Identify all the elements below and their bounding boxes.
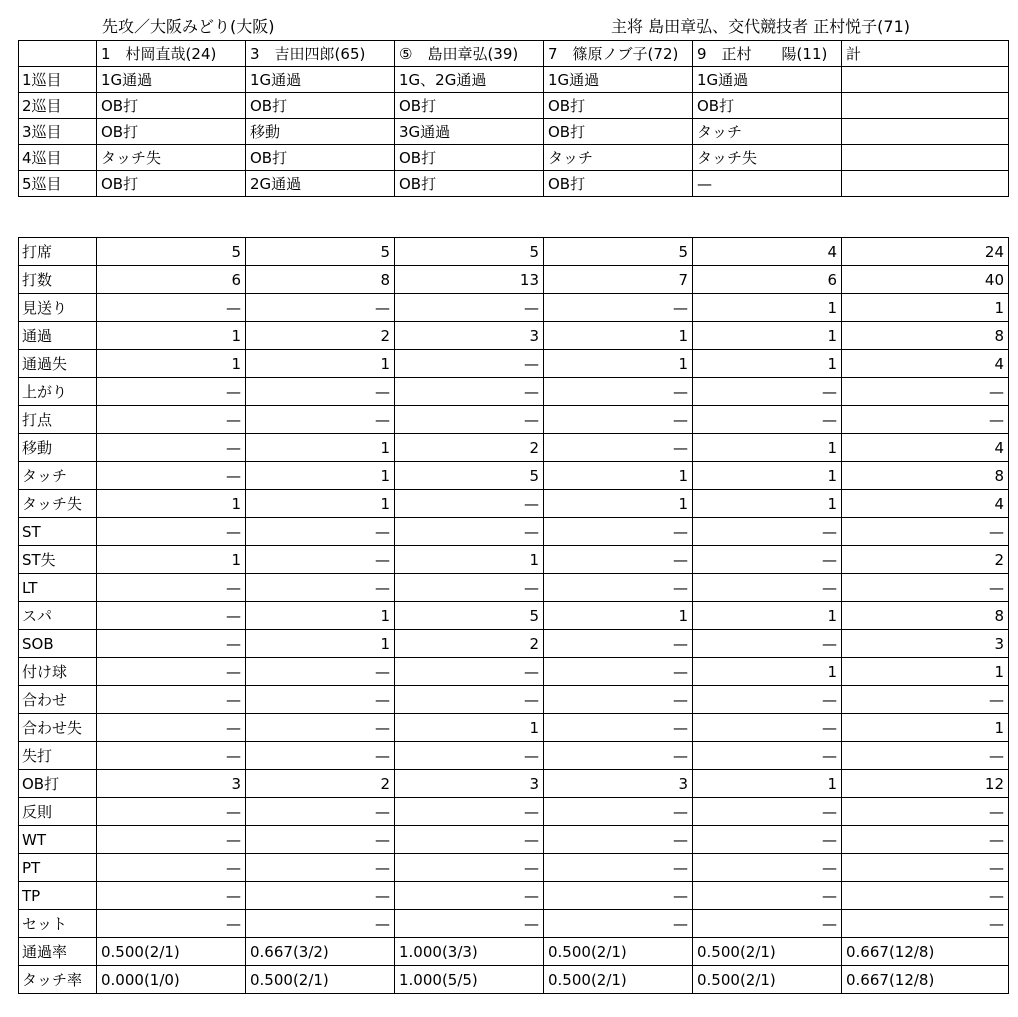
stat-value-cell: 1 (693, 770, 842, 798)
stat-value-cell: 1 (693, 658, 842, 686)
stat-row (19, 350, 1009, 378)
stat-value-cell: — (395, 294, 544, 322)
stat-label: スパ (19, 602, 97, 630)
player-name-header: 9 正村 陽(11) (693, 41, 842, 67)
stat-value-cell: 5 (246, 238, 395, 266)
stat-value-cell: — (693, 826, 842, 854)
stat-label: 付け球 (19, 658, 97, 686)
rate-row (19, 938, 1009, 966)
stat-total-cell: — (842, 574, 1009, 602)
round-result-cell: OB打 (246, 145, 395, 171)
stat-value-cell: 5 (544, 238, 693, 266)
stat-value-cell: — (97, 854, 246, 882)
round-result-cell: OB打 (395, 145, 544, 171)
stat-value-cell: — (544, 406, 693, 434)
stat-label: 移動 (19, 434, 97, 462)
stat-total-cell: 1 (842, 714, 1009, 742)
stat-total-cell: — (842, 826, 1009, 854)
stat-value-cell: — (395, 798, 544, 826)
round-total-cell (842, 119, 1009, 145)
stat-value-cell: — (395, 574, 544, 602)
stat-total-cell: — (842, 686, 1009, 714)
stat-row (19, 826, 1009, 854)
round-result-cell: OB打 (395, 93, 544, 119)
rate-total-cell: 0.667(12/8) (842, 966, 1009, 994)
stat-value-cell: 1 (544, 350, 693, 378)
captain-info: 主将 島田章弘、交代競技者 正村悦子(71) (611, 17, 911, 36)
round-label: 2巡目 (19, 93, 97, 119)
stat-value-cell: — (693, 854, 842, 882)
stat-value-cell: — (246, 518, 395, 546)
stat-value-cell: — (693, 798, 842, 826)
stat-value-cell: — (97, 630, 246, 658)
stat-value-cell: 1 (246, 462, 395, 490)
stat-row (19, 518, 1009, 546)
round-result-cell: タッチ (693, 119, 842, 145)
stat-value-cell: — (246, 686, 395, 714)
rate-value-cell: 0.500(2/1) (97, 938, 246, 966)
total-header: 計 (842, 41, 1009, 67)
stat-total-cell: — (842, 742, 1009, 770)
stat-total-cell: 1 (842, 294, 1009, 322)
stat-value-cell: — (544, 910, 693, 938)
stat-total-cell: — (842, 378, 1009, 406)
stat-value-cell: — (246, 546, 395, 574)
stat-value-cell: — (246, 406, 395, 434)
stat-value-cell: — (97, 686, 246, 714)
round-result-cell: 2G通過 (246, 171, 395, 197)
stat-value-cell: — (395, 826, 544, 854)
stat-label: セット (19, 910, 97, 938)
stat-value-cell: — (544, 574, 693, 602)
round-result-cell: OB打 (693, 93, 842, 119)
rate-value-cell: 0.500(2/1) (693, 966, 842, 994)
stat-value-cell: — (544, 518, 693, 546)
stat-value-cell: — (544, 658, 693, 686)
stat-value-cell: 2 (246, 770, 395, 798)
stat-label: 見送り (19, 294, 97, 322)
stat-value-cell: 2 (246, 322, 395, 350)
stat-value-cell: — (246, 742, 395, 770)
round-result-cell: 1G通過 (544, 67, 693, 93)
stat-value-cell: 1 (97, 350, 246, 378)
stat-value-cell: — (246, 294, 395, 322)
round-result-cell: 移動 (246, 119, 395, 145)
stat-value-cell: 1 (246, 630, 395, 658)
stat-value-cell: 1 (246, 490, 395, 518)
stat-total-cell: 8 (842, 602, 1009, 630)
stat-value-cell: — (395, 910, 544, 938)
stat-value-cell: 7 (544, 266, 693, 294)
stat-value-cell: 1 (246, 350, 395, 378)
stat-row (19, 658, 1009, 686)
stat-value-cell: — (97, 294, 246, 322)
stat-value-cell: 3 (97, 770, 246, 798)
stat-label: 合わせ失 (19, 714, 97, 742)
stat-row (19, 742, 1009, 770)
stat-label: ST (19, 518, 97, 546)
stat-value-cell: 2 (395, 630, 544, 658)
stat-value-cell: 6 (693, 266, 842, 294)
rate-label: タッチ率 (19, 966, 97, 994)
stat-label: 上がり (19, 378, 97, 406)
stat-value-cell: — (246, 714, 395, 742)
stat-value-cell: — (97, 406, 246, 434)
round-total-cell (842, 145, 1009, 171)
stat-value-cell: — (97, 714, 246, 742)
stat-value-cell: — (97, 378, 246, 406)
stat-value-cell: — (97, 882, 246, 910)
stat-value-cell: 1 (693, 490, 842, 518)
stat-value-cell: 1 (693, 434, 842, 462)
stat-total-cell: 3 (842, 630, 1009, 658)
stat-value-cell: — (97, 434, 246, 462)
stat-label: 通過 (19, 322, 97, 350)
stats-table (18, 237, 1009, 994)
stat-label: SOB (19, 630, 97, 658)
stat-row (19, 574, 1009, 602)
stat-value-cell: — (395, 854, 544, 882)
stat-label: 反則 (19, 798, 97, 826)
stat-value-cell: — (544, 546, 693, 574)
stat-value-cell: 1 (395, 546, 544, 574)
rate-label: 通過率 (19, 938, 97, 966)
stat-row (19, 686, 1009, 714)
stat-row (19, 294, 1009, 322)
stat-total-cell: 4 (842, 350, 1009, 378)
stat-value-cell: 1 (693, 294, 842, 322)
stat-value-cell: 13 (395, 266, 544, 294)
round-result-cell: タッチ失 (97, 145, 246, 171)
player-name-header: 7 篠原ノブ子(72) (544, 41, 693, 67)
round-result-cell: — (693, 171, 842, 197)
stat-value-cell: — (544, 798, 693, 826)
stat-value-cell: 3 (395, 322, 544, 350)
stat-value-cell: — (395, 406, 544, 434)
round-result-cell: OB打 (544, 171, 693, 197)
stat-row (19, 378, 1009, 406)
round-result-cell: OB打 (544, 93, 693, 119)
stat-value-cell: 5 (395, 602, 544, 630)
stat-value-cell: — (544, 630, 693, 658)
stat-row (19, 238, 1009, 266)
stat-value-cell: — (246, 378, 395, 406)
stat-label: PT (19, 854, 97, 882)
stat-value-cell: 1 (693, 462, 842, 490)
stat-value-cell: — (246, 882, 395, 910)
stat-value-cell: — (693, 546, 842, 574)
stat-row (19, 882, 1009, 910)
stat-value-cell: — (246, 854, 395, 882)
round-result-cell: OB打 (246, 93, 395, 119)
stat-value-cell: — (693, 574, 842, 602)
stat-label: ST失 (19, 546, 97, 574)
stat-value-cell: — (97, 462, 246, 490)
stat-value-cell: 5 (97, 238, 246, 266)
round-result-cell: タッチ (544, 145, 693, 171)
round-row (19, 171, 1009, 197)
stat-value-cell: — (97, 602, 246, 630)
stat-label: タッチ (19, 462, 97, 490)
stat-total-cell: 8 (842, 322, 1009, 350)
stat-total-cell: — (842, 798, 1009, 826)
stat-value-cell: — (97, 574, 246, 602)
stat-label: 打席 (19, 238, 97, 266)
stat-value-cell: 5 (395, 462, 544, 490)
stat-row (19, 434, 1009, 462)
stat-value-cell: 1 (544, 602, 693, 630)
stat-label: OB打 (19, 770, 97, 798)
stat-value-cell: — (693, 378, 842, 406)
stat-value-cell: — (97, 798, 246, 826)
stat-row (19, 546, 1009, 574)
player-name-header: 1 村岡直哉(24) (97, 41, 246, 67)
stat-total-cell: 8 (842, 462, 1009, 490)
round-total-cell (842, 171, 1009, 197)
stat-value-cell: — (544, 434, 693, 462)
stat-total-cell: 24 (842, 238, 1009, 266)
stat-value-cell: 1 (544, 322, 693, 350)
stat-value-cell: 3 (544, 770, 693, 798)
stat-label: 失打 (19, 742, 97, 770)
stat-value-cell: — (544, 882, 693, 910)
stat-label: 打点 (19, 406, 97, 434)
stat-total-cell: 12 (842, 770, 1009, 798)
stat-value-cell: 1 (693, 602, 842, 630)
round-row (19, 119, 1009, 145)
rate-value-cell: 0.667(3/2) (246, 938, 395, 966)
stat-value-cell: — (246, 910, 395, 938)
round-result-cell: OB打 (97, 93, 246, 119)
stat-value-cell: 4 (693, 238, 842, 266)
stat-row (19, 854, 1009, 882)
stat-row (19, 770, 1009, 798)
stat-value-cell: — (395, 350, 544, 378)
round-total-cell (842, 93, 1009, 119)
stat-row (19, 266, 1009, 294)
rate-value-cell: 0.500(2/1) (544, 938, 693, 966)
stat-value-cell: 1 (97, 322, 246, 350)
round-result-cell: 1G通過 (246, 67, 395, 93)
stat-value-cell: — (693, 518, 842, 546)
stat-value-cell: — (693, 406, 842, 434)
stat-value-cell: — (246, 826, 395, 854)
stat-total-cell: — (842, 854, 1009, 882)
stat-value-cell: 1 (544, 490, 693, 518)
stat-value-cell: — (246, 574, 395, 602)
stat-value-cell: 1 (544, 462, 693, 490)
round-result-cell: 3G通過 (395, 119, 544, 145)
stat-value-cell: — (693, 910, 842, 938)
corner-cell (19, 41, 97, 67)
stat-value-cell: 3 (395, 770, 544, 798)
stat-value-cell: — (693, 742, 842, 770)
stat-row (19, 462, 1009, 490)
stat-value-cell: 6 (97, 266, 246, 294)
stat-value-cell: — (544, 826, 693, 854)
stat-row (19, 714, 1009, 742)
stat-value-cell: — (544, 294, 693, 322)
stat-total-cell: — (842, 518, 1009, 546)
stat-label: 打数 (19, 266, 97, 294)
stat-value-cell: — (97, 658, 246, 686)
stat-row (19, 910, 1009, 938)
team-title: 先攻／大阪みどり(大阪) (102, 17, 275, 36)
round-label: 5巡目 (19, 171, 97, 197)
stat-value-cell: — (395, 378, 544, 406)
stat-label: 通過失 (19, 350, 97, 378)
stat-label: タッチ失 (19, 490, 97, 518)
stat-total-cell: — (842, 910, 1009, 938)
stat-value-cell: — (693, 882, 842, 910)
stat-value-cell: 5 (395, 238, 544, 266)
stat-value-cell: 1 (97, 490, 246, 518)
stat-row (19, 602, 1009, 630)
round-result-cell: 1G通過 (693, 67, 842, 93)
round-result-cell: OB打 (544, 119, 693, 145)
stat-total-cell: 2 (842, 546, 1009, 574)
stat-value-cell: 1 (693, 322, 842, 350)
rate-value-cell: 0.000(1/0) (97, 966, 246, 994)
round-label: 4巡目 (19, 145, 97, 171)
stat-value-cell: 8 (246, 266, 395, 294)
stat-row (19, 322, 1009, 350)
stat-row (19, 630, 1009, 658)
rate-value-cell: 0.500(2/1) (544, 966, 693, 994)
stat-value-cell: 1 (395, 714, 544, 742)
stat-value-cell: — (97, 826, 246, 854)
stat-value-cell: 1 (246, 434, 395, 462)
stat-total-cell: 4 (842, 434, 1009, 462)
stat-value-cell: — (246, 658, 395, 686)
rate-value-cell: 1.000(3/3) (395, 938, 544, 966)
round-result-cell: OB打 (97, 119, 246, 145)
round-result-cell: 1G通過 (97, 67, 246, 93)
stat-value-cell: — (395, 686, 544, 714)
player-header-row (19, 41, 1009, 67)
rate-value-cell: 0.500(2/1) (693, 938, 842, 966)
stat-total-cell: — (842, 406, 1009, 434)
page-header (0, 12, 1018, 38)
stat-value-cell: — (395, 882, 544, 910)
stat-value-cell: — (693, 686, 842, 714)
stat-value-cell: — (97, 910, 246, 938)
stat-row (19, 490, 1009, 518)
stat-value-cell: — (544, 714, 693, 742)
round-result-cell: OB打 (395, 171, 544, 197)
stat-value-cell: — (97, 742, 246, 770)
round-total-cell (842, 67, 1009, 93)
stat-label: WT (19, 826, 97, 854)
stat-row (19, 798, 1009, 826)
stat-value-cell: — (693, 714, 842, 742)
stat-value-cell: — (693, 630, 842, 658)
stat-value-cell: — (544, 686, 693, 714)
stat-value-cell: 1 (246, 602, 395, 630)
stat-value-cell: 1 (97, 546, 246, 574)
stat-total-cell: 4 (842, 490, 1009, 518)
round-label: 3巡目 (19, 119, 97, 145)
stat-value-cell: 1 (693, 350, 842, 378)
round-label: 1巡目 (19, 67, 97, 93)
round-row (19, 145, 1009, 171)
round-result-cell: タッチ失 (693, 145, 842, 171)
stat-label: TP (19, 882, 97, 910)
round-result-cell: OB打 (97, 171, 246, 197)
stat-value-cell: — (395, 658, 544, 686)
rate-value-cell: 1.000(5/5) (395, 966, 544, 994)
round-row (19, 67, 1009, 93)
rate-total-cell: 0.667(12/8) (842, 938, 1009, 966)
stat-value-cell: — (395, 742, 544, 770)
stat-value-cell: — (395, 490, 544, 518)
stat-value-cell: — (544, 378, 693, 406)
stat-label: 合わせ (19, 686, 97, 714)
stat-value-cell: — (395, 518, 544, 546)
rounds-table (18, 40, 1009, 197)
round-result-cell: 1G、2G通過 (395, 67, 544, 93)
stat-total-cell: 40 (842, 266, 1009, 294)
stat-value-cell: — (97, 518, 246, 546)
rate-row (19, 966, 1009, 994)
stat-value-cell: — (544, 854, 693, 882)
player-name-header: 3 吉田四郎(65) (246, 41, 395, 67)
stat-value-cell: 2 (395, 434, 544, 462)
rate-value-cell: 0.500(2/1) (246, 966, 395, 994)
stat-value-cell: — (544, 742, 693, 770)
stat-total-cell: 1 (842, 658, 1009, 686)
stat-row (19, 406, 1009, 434)
player-name-header: ⑤ 島田章弘(39) (395, 41, 544, 67)
stat-value-cell: — (246, 798, 395, 826)
round-row (19, 93, 1009, 119)
stat-label: LT (19, 574, 97, 602)
stat-total-cell: — (842, 882, 1009, 910)
